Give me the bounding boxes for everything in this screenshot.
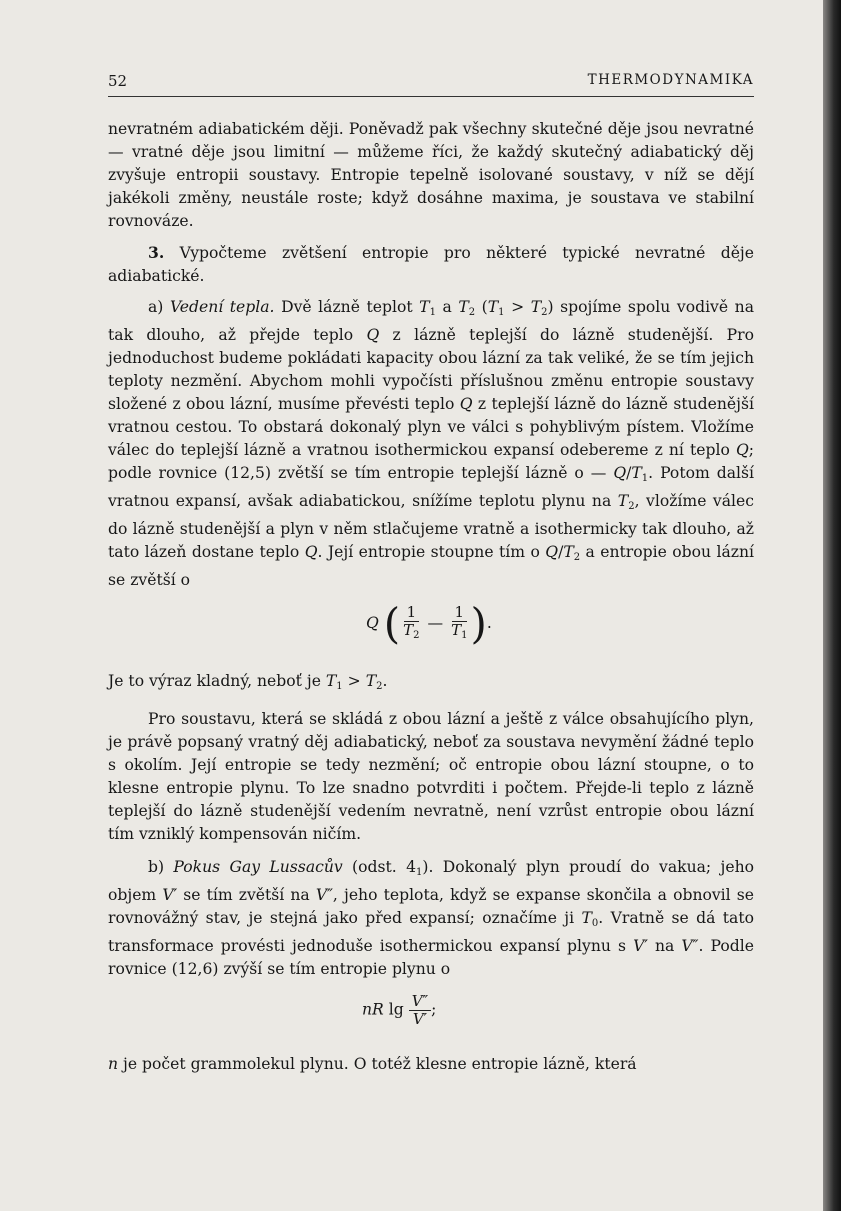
paragraph-7: n je počet grammolekul plynu. O totéž klesne entropie lázně, která bbox=[108, 1055, 637, 1073]
paragraph-6: b) Pokus Gay Lussacův (odst. $4_1$). Dokonalý plyn proudí do vakua; jeho objem V′ se tím zvětší na V″, jeho teplota, když se expanse skončila a obnovil se rovnovážný stav, je stejná jako před expansí; označíme ji $T_0$. Vratně se dá tato transformace provésti jednoduše isothermickou expansí plynu s V′ na V″. Podle rovnice (12,6) zvýší se tím entropie plynu o bbox=[108, 858, 755, 978]
paragraph-5: Pro soustavu, která se skládá z obou lázní a ještě z válce obsahujícího plyn, je právě popsaný vratný děj adiabatický, neboť za soustava nevymění žádné teplo s okolím. Její entropie se tedy nezmění; oč entropie obou lázní stoupne, o to klesne entropie plynu. To lze snadno potvrditi i počtem. Přejde-li teplo z lázně teplejší do lázně studenější vedením nevratně, není vzrůst entropie obou lázní tím vzniklý kompensován ničím. bbox=[108, 710, 754, 843]
section-number: 3. bbox=[148, 243, 165, 262]
paragraph-4: Je to výraz kladný, neboť je $T_1 > T_2$. bbox=[108, 672, 388, 692]
page-header bbox=[108, 72, 754, 94]
paragraph-2: 3. Vypočteme zvětšení entropie pro některé typické nevratné děje adiabatické. bbox=[108, 243, 754, 285]
page-number: 52 bbox=[108, 72, 128, 90]
paragraph-3: a) Vedení tepla. Dvě lázně teplot $T_1$ a $T_2$ $(T_1 > T_2)$ spojíme spolu vodivě na tak dlouho, až přejde teplo Q z lázně teplejší do lázně studenější. Pro jednoduchost budeme pokládati kapacity obou lázní za tak veliké, že se tím jejich teploty nezmění. Abychom mohli vypočísti příslušnou změnu entropie soustavy složené z obou lázní, musíme převésti teplo Q z teplejší lázně do lázně studenější vratnou cestou. To obstará dokonalý plyn ve válci s pohyblivým pístem. Vložíme válec do teplejší lázně a vratnou isothermickou expansí odebereme z ní teplo Q; podle rovnice (12,5) zvětší se tím entropie teplejší lázně o — $Q/T_1$. Potom další vratnou expansí, avšak adiabatickou, snížíme teplotu plynu na $T_2$, vložíme válec do lázně studenější a plyn v něm stlačujeme vratně a isothermicky tak dlouho, až tato lázeň dostane teplo Q. Její entropie stoupne tím o $Q/T_2$ a entropie obou lázní se zvětší o bbox=[108, 298, 754, 589]
section-title-gay-lussac: Pokus Gay Lussacův bbox=[173, 858, 343, 876]
paragraph-1: nevratném adiabatickém ději. Poněvadž pak všechny skutečné děje jsou nevratné — vratné děje jsou limitní — můžeme říci, že každý skutečný adiabatický děj zvyšuje entropii soustavy. Entropie tepelně isolované soustavy, v níž se dějí jakékoli změny, neustále roste; když dosáhne maxima, je soustava ve stabilní rovnováze. bbox=[108, 120, 754, 230]
header-rule bbox=[108, 96, 754, 97]
running-title: THERMODYNAMIKA bbox=[587, 72, 754, 88]
section-title-heat-conduction: Vedení tepla. bbox=[169, 298, 275, 316]
formula-gas-entropy: nR lg $\frac{V''}{V'}$ ; bbox=[362, 992, 437, 1028]
book-spine-edge bbox=[823, 0, 841, 1211]
formula-entropy-increase: Q ( $\frac{1}{T_2}$ — $\frac{1}{T_1}$ ). bbox=[366, 599, 492, 648]
page-body bbox=[108, 118, 754, 1076]
